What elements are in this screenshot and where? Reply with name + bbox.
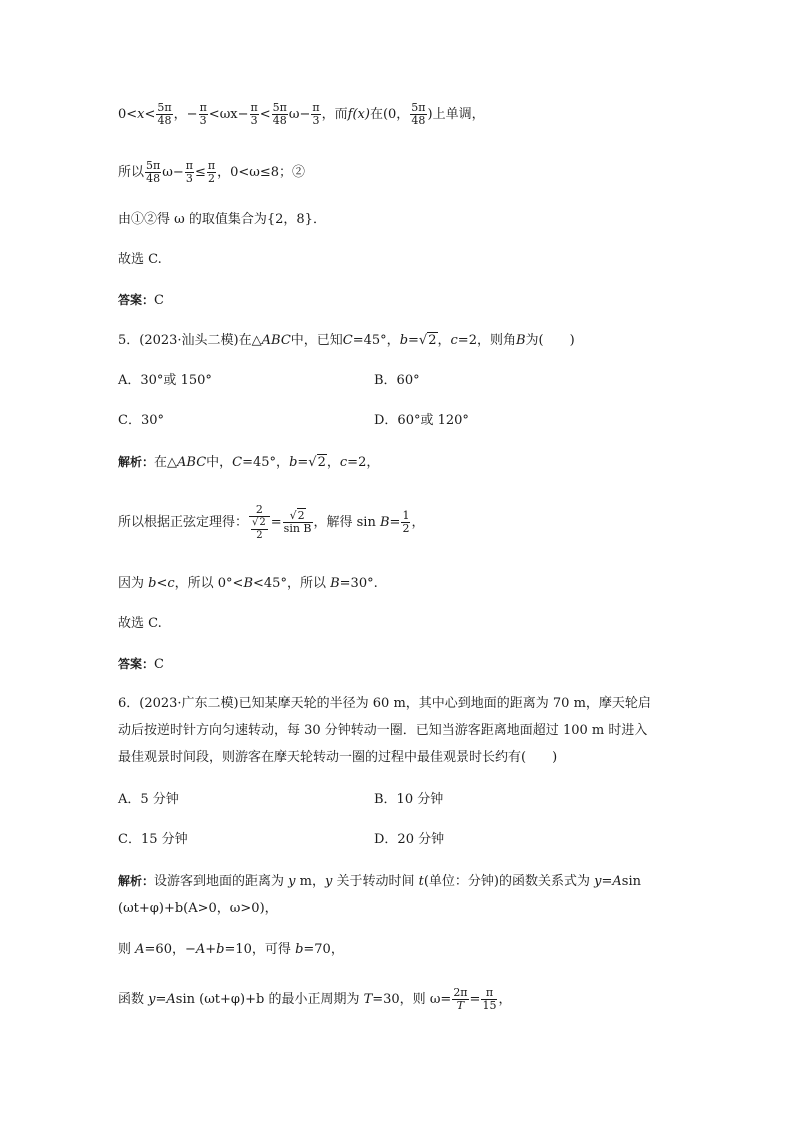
q6-option-d: D．20 分钟 [374, 832, 445, 847]
fraction: $\frac{\pi}{2}$ [207, 159, 216, 185]
q5-solution-line-3: 因为 b<c，所以 0°<B<45°，所以 B=30°. [118, 576, 378, 591]
q6-option-b: B．10 分钟 [374, 792, 444, 807]
q6-solution-line-3: 则 A=60，−A+b=10，可得 b=70， [118, 942, 344, 957]
fraction: $\frac{5\pi}{48}$ [272, 101, 287, 127]
fraction: $\frac{1}{2}$ [402, 509, 410, 535]
solution-line-1: 0<x< $\frac{5\pi}{48}$ ，− $\frac{\pi}{3}$ <ωx− $\frac{\pi}{3}$ < $\frac{5\pi}{48}$ ω− $\frac{\pi}{3}$ ，而f(x)在(0， $\frac{5\pi}{48}$ )上单调， [118, 101, 485, 127]
sqrt: √2 [308, 455, 326, 470]
fraction: $\frac{2\pi}{T}$ [453, 986, 468, 1012]
q5-option-a: A．30°或 150° [118, 373, 212, 388]
fraction: $\frac{\pi}{3}$ [185, 159, 193, 185]
fraction: $\frac{√2}{\text{sin B}}$ [283, 509, 312, 535]
question-6-line-1: 6．(2023·广东二模)已知某摩天轮的半径为 60 m，其中心到地面的距离为 70 m，摩天轮启 [118, 696, 651, 711]
q5-answer-line: 答案：C [118, 657, 164, 672]
solution-line-2: 所以 $\frac{5\pi}{48}$ ω− $\frac{\pi}{3}$ ≤ $\frac{\pi}{2}$ ，0<ω≤8；② [118, 159, 306, 185]
q6-option-c: C．15 分钟 [118, 832, 188, 847]
q5-solution-line-1: 解析：在△ABC中，C=45°，b=√2，c=2， [118, 452, 379, 473]
solution-line-4: 故选 C. [118, 252, 162, 267]
q5-solution-line-2: 所以根据正弦定理得： $\frac{2}{\frac{√2}{2}}$ = $\frac{√2}{\text{sin B}}$ ，解得 sin B= $\frac{1}{2}$ ， [118, 502, 425, 541]
question-6-line-2: 动后按逆时针方向匀速转动，每 30 分钟转动一圈．已知当游客距离地面超过 100 m 时进入 [118, 723, 648, 738]
fraction: $\frac{\pi}{3}$ [312, 101, 320, 127]
q6-solution-line-1: 解析：设游客到地面的距离为 y m，y 关于转动时间 t(单位：分钟)的函数关系式为 y=Asin [118, 874, 641, 889]
q5-option-b: B．60° [374, 373, 420, 388]
solution-line-3: 由①②得 ω 的取值集合为{2，8}． [118, 212, 326, 227]
solution-label: 解析： [118, 455, 155, 469]
fraction: $\frac{5\pi}{48}$ [411, 101, 426, 127]
q6-option-a: A．5 分钟 [118, 792, 179, 807]
fraction: $\frac{\pi}{15}$ [482, 986, 497, 1012]
q5-option-d: D．60°或 120° [374, 413, 469, 428]
fraction: $\frac{√2}{2}$ [252, 516, 266, 541]
question-6-line-3: 最佳观景时间段，则游客在摩天轮转动一圈的过程中最佳观景时长约有( ) [118, 750, 558, 765]
fraction: $\frac{\pi}{3}$ [250, 101, 258, 127]
answer-label: 答案： [118, 657, 155, 671]
fraction: $\frac{5\pi}{48}$ [146, 159, 161, 185]
fraction: $\frac{\pi}{3}$ [199, 101, 207, 127]
solution-label: 解析： [118, 874, 155, 888]
answer-label: 答案： [118, 293, 155, 307]
q6-solution-line-2: (ωt+φ)+b(A>0，ω>0)， [118, 901, 278, 916]
fraction: $\frac{2}{\frac{√2}{2}}$ [249, 504, 270, 542]
sqrt: √2 [418, 333, 437, 348]
answer-line: 答案：C [118, 293, 164, 308]
fraction: $\frac{5\pi}{48}$ [157, 101, 172, 127]
q5-option-c: C．30° [118, 413, 164, 428]
question-5-stem: 5．(2023·汕头二模)在△ABC中，已知C=45°，b=√2，c=2，则角B为( ) [118, 331, 575, 351]
q5-solution-line-4: 故选 C. [118, 616, 162, 631]
q6-solution-line-4: 函数 y=Asin (ωt+φ)+b 的最小正周期为 T=30，则 ω= $\frac{2\pi}{T}$ = $\frac{\pi}{15}$ ， [118, 986, 512, 1012]
